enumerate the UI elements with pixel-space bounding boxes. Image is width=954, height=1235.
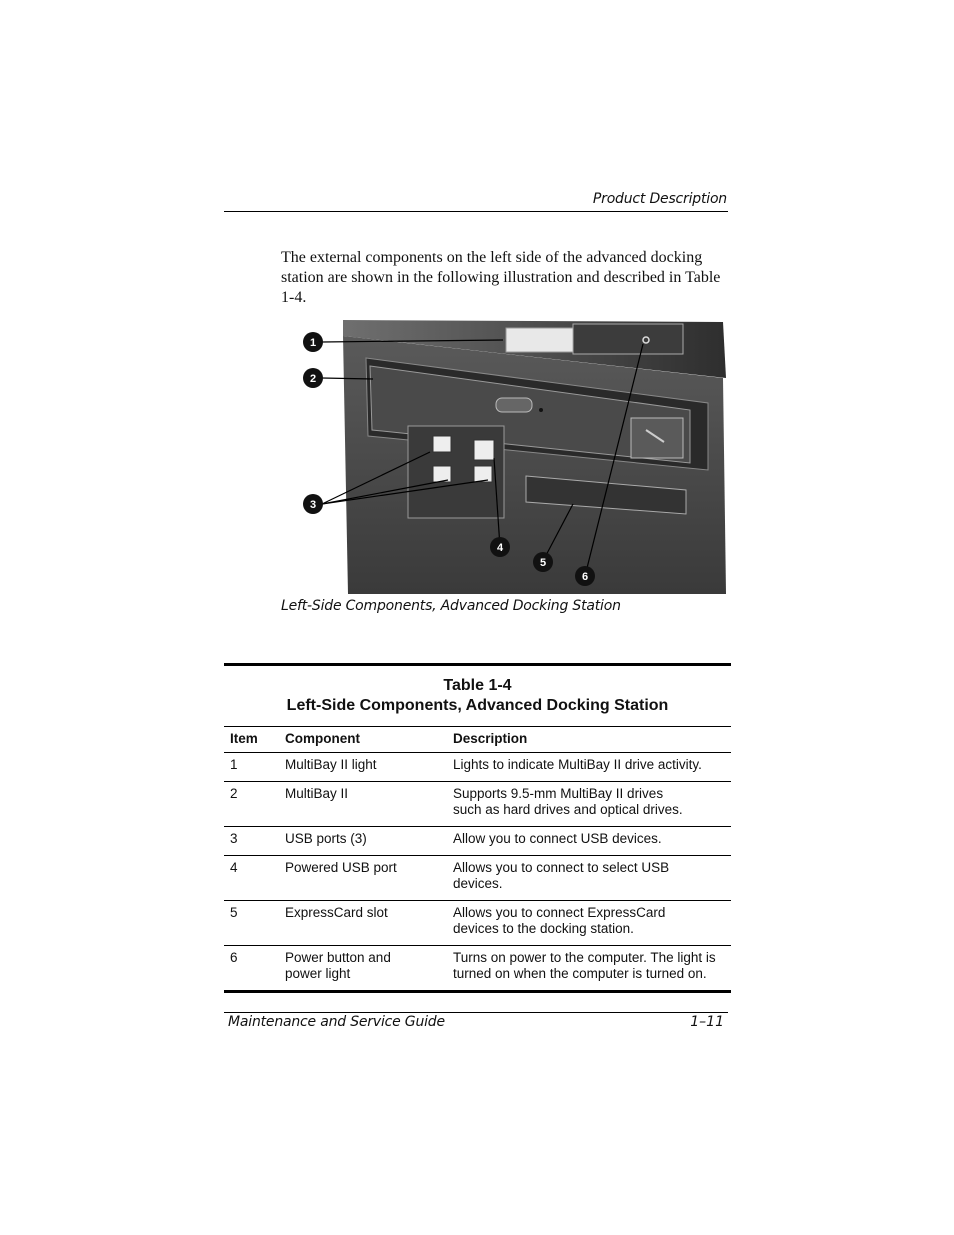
cell-item: 1 (224, 753, 279, 782)
callout-5 (533, 552, 553, 572)
column-header-item: Item (224, 727, 279, 753)
callout-1 (303, 332, 323, 352)
footer-rule (224, 1012, 728, 1013)
components-table (224, 663, 731, 993)
column-header-description: Description (447, 727, 731, 753)
table-row (224, 856, 731, 901)
header-rule (224, 211, 728, 212)
cell-item: 5 (224, 901, 279, 946)
components-table-grid (224, 726, 731, 993)
table-title (224, 666, 731, 726)
column-header-component: Component (279, 727, 447, 753)
cell-description: Allow you to connect USB devices. (447, 827, 731, 856)
table-row (224, 827, 731, 856)
multibay-eject-button (496, 398, 532, 412)
cell-description: Supports 9.5-mm MultiBay II drives such as hard drives and optical drives. (447, 782, 731, 827)
cell-component: ExpressCard slot (279, 901, 447, 946)
cell-description: Turns on power to the computer. The light is turned on when the computer is turned on. (447, 946, 731, 992)
cell-component: Powered USB port (279, 856, 447, 901)
callout-2 (303, 368, 323, 388)
svg-text:6: 6 (581, 571, 589, 583)
svg-text:4: 4 (496, 542, 504, 554)
cell-item: 3 (224, 827, 279, 856)
callout-6 (575, 566, 595, 586)
cell-item: 2 (224, 782, 279, 827)
callout-4 (490, 537, 510, 557)
table-row (224, 782, 731, 827)
powered-usb-port (474, 440, 494, 460)
footer-page-number: 1–11 (690, 1014, 724, 1030)
svg-text:1: 1 (309, 337, 317, 349)
callout-3 (303, 494, 323, 514)
table-header-row (224, 727, 731, 753)
table-row (224, 901, 731, 946)
intro-paragraph: The external components on the left side of the advanced docking station are shown in the following illustration and described in Table 1-4. (281, 249, 721, 306)
figure-caption: Left-Side Components, Advanced Docking Station (281, 598, 621, 614)
footer-guide-title: Maintenance and Service Guide (228, 1014, 445, 1030)
table-number: Table 1-4 (443, 677, 512, 694)
svg-text:5: 5 (539, 557, 547, 569)
cell-component: Power button and power light (279, 946, 447, 992)
docking-station-illustration (298, 318, 730, 596)
svg-text:2: 2 (309, 373, 317, 385)
running-header: Product Description (592, 191, 727, 207)
power-button-housing (573, 324, 683, 354)
cell-item: 4 (224, 856, 279, 901)
usb-port-1 (433, 436, 451, 452)
svg-text:3: 3 (309, 499, 317, 511)
cell-description: Lights to indicate MultiBay II drive activity. (447, 753, 731, 782)
usb-port-3 (474, 466, 492, 482)
table-row (224, 946, 731, 992)
cell-description: Allows you to connect ExpressCard devices to the docking station. (447, 901, 731, 946)
cell-component: MultiBay II (279, 782, 447, 827)
cell-item: 6 (224, 946, 279, 992)
cell-component: MultiBay II light (279, 753, 447, 782)
table-caption: Left-Side Components, Advanced Docking Station (286, 697, 669, 714)
cell-component: USB ports (3) (279, 827, 447, 856)
usb-port-2 (433, 466, 451, 482)
cell-description: Allows you to connect to select USB devices. (447, 856, 731, 901)
table-row (224, 753, 731, 782)
multibay-light-bar (506, 328, 574, 352)
